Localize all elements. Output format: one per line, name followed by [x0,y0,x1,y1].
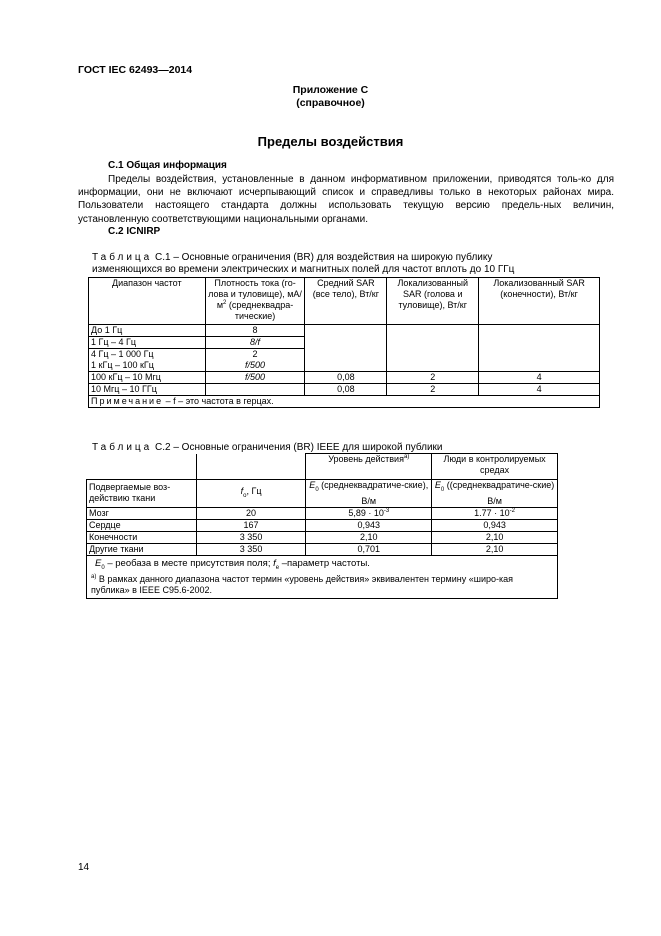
table1-caption [92,252,514,276]
table-row: 1 Гц – 4 Гц 8/f [89,337,600,349]
section-paragraph-1: Пределы воздействия, установленные в данном информативном приложении, приводятся толь-ко для информации, они не включают исчерпывающий список и справедливы только в некоторых районах мира. Пользователи настоящего стандарта должны использовать текущую версию предель-ных величин, установленную соответствующими национальными органами. [78,174,614,225]
table2-caption-word: Таблица [92,442,153,453]
table2-sub-e1: $E_0$ (среднеквадратиче-ские), В/м [306,480,432,508]
table1-header-sar-head: Локализованный SAR (голова и туловище), Вт/кг [387,278,479,325]
table1-note: Примечание – f – это частота в герцах. [89,396,600,408]
table2-header-action-level: Уровень действия$^{а)}$ [306,454,432,480]
table-row: Конечности 3 350 2,10 2,10 [87,531,558,543]
table1-caption-word: Таблица [92,252,153,263]
table1-caption-line1: С.1 – Основные ограничения (BR) для воздействия на широкую публику [155,252,493,263]
table1 [88,277,600,408]
page-title: Пределы воздействия [257,134,404,149]
table2-sub-tissue: Подвергаемые воз-действию ткани [87,480,197,508]
table1-header-range: Диапазон частот [89,278,206,325]
table1-header-sar-body: Средний SAR (все тело), Вт/кг [305,278,387,325]
table-row: 10 Мгц – 10 ГГц 0,08 2 4 [89,384,600,396]
table-row: До 1 Гц 8 [89,325,600,337]
section-heading-2: С.2 ICNIRP [108,226,161,237]
table1-header-current: Плотность тока (го-лова и туловище), $мА/м^2$ (среднеквадра-тические) [205,278,305,325]
table2-sub-e2: $E_0$ ((среднеквадратиче-ские) В/м [432,480,558,508]
table-row: 1 кГц – 100 кГц f/500 [89,360,600,372]
table-row: 100 кГц – 10 Мгц f/500 0,08 2 4 [89,372,600,384]
table-row: Другие ткани 3 350 0,701 2,10 [87,543,558,555]
table1-header-sar-limbs: Локализованный SAR (конечности), Вт/кг [479,278,600,325]
section-heading-1: С.1 Общая информация [108,160,227,171]
annex-label: Приложение С [292,84,369,96]
table-row: Сердце 167 0,943 0,943 [87,519,558,531]
table2-header-controlled: Люди в контролируемых средах [432,454,558,480]
table-row: Мозг 20 $5,89 \cdot 10^{-3}$ $1.77 \cdot 10^{-2}$ [87,507,558,519]
table2 [86,453,558,599]
table1-caption-line2: изменяющихся во времени электрических и магнитных полей для частот вплоть до 10 ГГц [92,264,515,275]
table2-sub-freq: $f_o$, Гц [196,480,306,508]
document-header: ГОСТ IEC 62493—2014 [78,64,193,76]
table2-footnotes: $E_0$ – реобаза в месте присутствия поля; $f_e$ –параметр частоты. $^{а)}$ В рамках данного диапазона частот термин «уровень действия» эквивалентен термину «широ-кая публика» в IEEE C95.6-2002. [87,555,558,598]
page-number: 14 [78,862,90,873]
annex-type: (справочное) [296,97,365,109]
table2-caption-text: С.2 – Основные ограничения (BR) IEEE для широкой публики [155,442,443,453]
table-row: 4 Гц – 1 000 Гц 2 [89,349,600,361]
